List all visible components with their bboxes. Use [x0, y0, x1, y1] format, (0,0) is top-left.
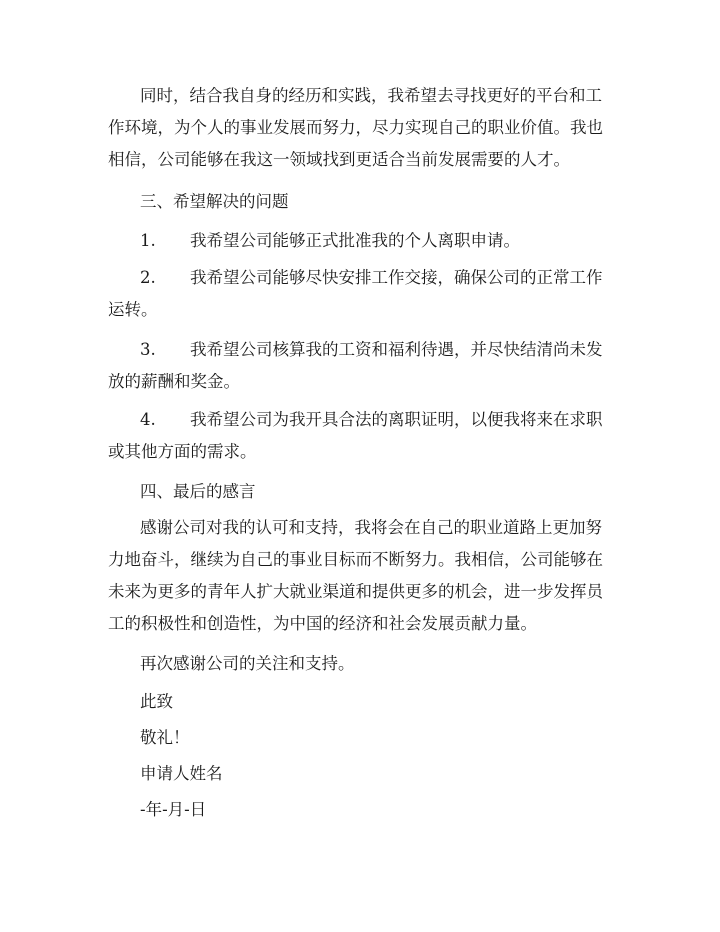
list-text: 我希望公司能够尽快安排工作交接，确保公司的正常工作运转。: [108, 268, 603, 319]
paragraph-intro: 同时，结合我自身的经历和实践，我希望去寻找更好的平台和工作环境，为个人的事业发展而努力，尽力实现自己的职业价值。我也相信，公司能够在我这一领域找到更适合当前发展需要的人才。: [108, 86, 603, 169]
list-number: 4.: [140, 410, 156, 429]
list-text: 我希望公司能够正式批准我的个人离职申请。: [190, 231, 520, 250]
closing-line-1: 此致: [140, 692, 173, 711]
section-heading-3: 三、希望解决的问题: [140, 192, 289, 211]
list-item-2: [108, 262, 608, 326]
signature-name: 申请人姓名: [140, 764, 223, 783]
list-number: 3.: [140, 340, 156, 359]
list-text: 我希望公司为我开具合法的离职证明，以便我将来在求职或其他方面的需求。: [108, 410, 603, 461]
list-item-1: [108, 225, 608, 257]
section-heading-4: 四、最后的感言: [140, 482, 256, 501]
list-item-4: [108, 404, 608, 468]
paragraph-again: 再次感谢公司的关注和支持。: [140, 654, 355, 673]
closing-line-2: 敬礼！: [140, 728, 190, 747]
list-item-3: [108, 334, 608, 398]
paragraph-thanks: 感谢公司对我的认可和支持，我将会在自己的职业道路上更加努力地奋斗，继续为自己的事业目标而不断努力。我相信，公司能够在未来为更多的青年人扩大就业渠道和提供更多的机会，进一步发挥员工的积极性和创造性，为中国的经济和社会发展贡献力量。: [108, 518, 603, 633]
list-number: 2.: [140, 268, 156, 287]
list-text: 我希望公司核算我的工资和福利待遇，并尽快结清尚未发放的薪酬和奖金。: [108, 340, 603, 391]
signature-date: -年-月-日: [140, 800, 207, 819]
list-number: 1.: [140, 231, 156, 250]
